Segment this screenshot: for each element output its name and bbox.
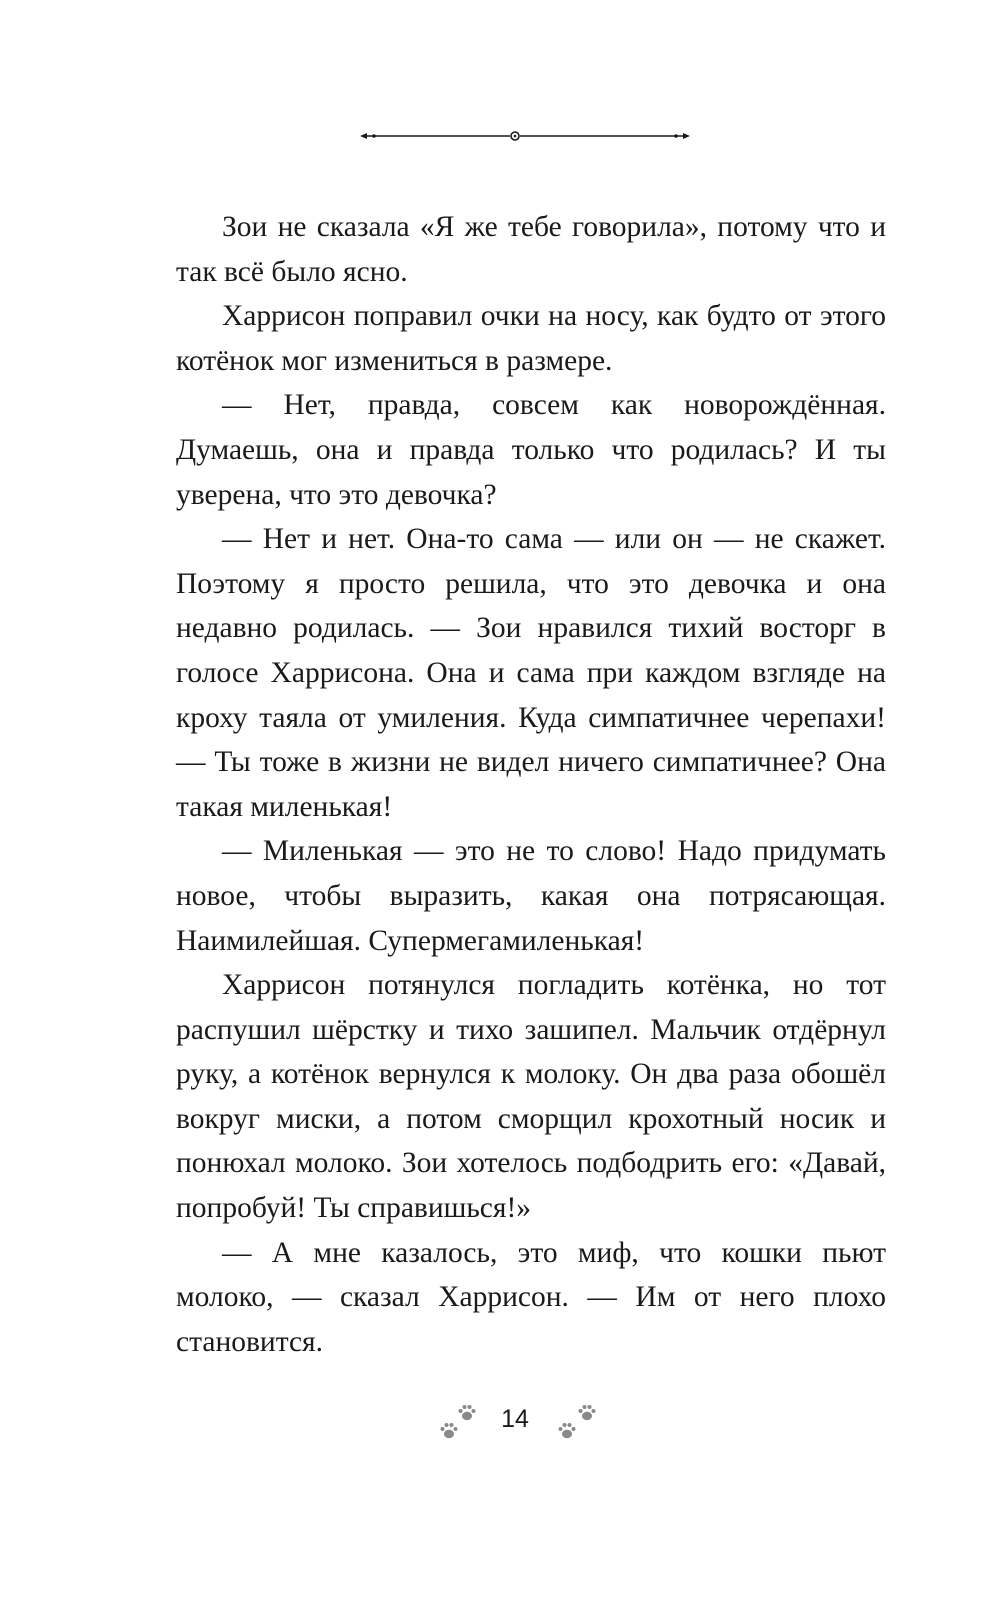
paragraph: Зои не сказала «Я же тебе говорила», потому что и так всё было ясно. [176, 211, 886, 288]
page-number: 14 [501, 1405, 529, 1433]
paragraph: Харрисон потянулся погладить котёнка, но тот распушил шёрстку и тихо зашипел. Мальчик отдёрнул руку, а котёнок вернулся к молоку. Он два раза обошёл вокруг миски, а потом сморщил крохотный носик и понюхал молоко. Зои хотелось подбодрить его: «Давай, попробуй! Ты справишься!» [176, 969, 886, 1225]
paw-print-icon [576, 1402, 598, 1424]
paw-print-icon [556, 1420, 578, 1442]
ornament-divider-icon [360, 126, 690, 146]
paragraph: — А мне казалось, это миф, что кошки пьют молоко, — сказал Харрисон. — Им от него плохо становится. [176, 1236, 886, 1358]
paragraph: — Нет, правда, совсем как новорождённая. Думаешь, она и правда только что родилась? И ты уверена, что это девочка? [176, 389, 886, 511]
paw-print-icon [456, 1402, 478, 1424]
paragraph: — Нет и нет. Она-то сама — или он — не скажет. Поэтому я просто решила, что это девочка и она недавно родилась. — Зои нравился тихий восторг в голосе Харрисона. Она и сама при каждом взгляде на кроху таяла от умиления. Куда симпатичнее черепахи! — Ты тоже в жизни не видел ничего симпатичнее? Она такая миленькая! [176, 523, 886, 823]
paragraph: — Миленькая — это не то слово! Надо придумать новое, чтобы выразить, какая она потрясающая. Наимилейшая. Супермегамиленькая! [176, 835, 886, 957]
main-text [176, 205, 886, 1364]
page-footer [0, 1400, 1000, 1480]
paragraph: Харрисон поправил очки на носу, как будто от этого котёнок мог измениться в размере. [176, 300, 886, 377]
